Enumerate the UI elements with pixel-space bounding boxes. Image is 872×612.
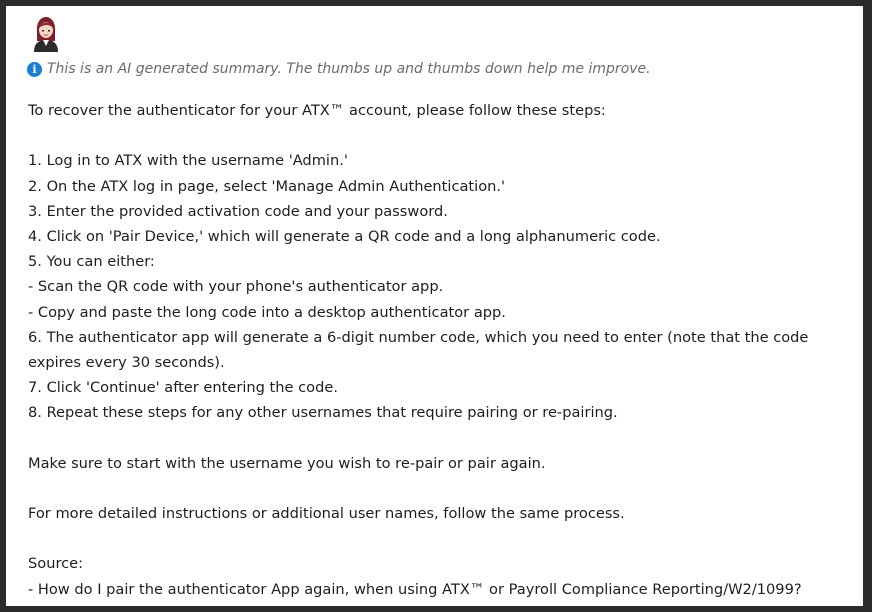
assistant-avatar-icon [28,14,64,52]
chat-message-panel [6,6,863,606]
step-item: 3. Enter the provided activation code and your password. [28,202,448,220]
summary-more: For more detailed instructions or additional user names, follow the same process. [28,505,625,523]
step-item: 8. Repeat these steps for any other usernames that require pairing or re-pairing. [28,404,618,422]
step-item: 7. Click 'Continue' after entering the code. [28,379,338,397]
summary-body [28,98,858,602]
step-item: 5. You can either: [28,253,155,271]
info-icon: i [27,62,42,77]
ai-disclaimer-text: This is an AI generated summary. The thumbs up and thumbs down help me improve. [47,61,651,77]
spacer [28,123,858,148]
step-item: 6. The authenticator app will generate a 6-digit number code, which you need to enter (note that the code expires every 30 seconds). [28,328,809,371]
step-subitem: - Copy and paste the long code into a desktop authenticator app. [28,303,506,321]
source-label: Source: [28,555,84,573]
step-subitem: - Scan the QR code with your phone's authenticator app. [28,278,444,296]
spacer [28,526,858,551]
assistant-avatar [28,14,64,52]
step-item: 1. Log in to ATX with the username 'Admin.' [28,152,348,170]
source-link[interactable]: - How do I pair the authenticator App again, when using ATX™ or Payroll Compliance Reporting/W2/1099? [28,580,802,598]
summary-intro: To recover the authenticator for your ATX™ account, please follow these steps: [28,102,606,119]
summary-note: Make sure to start with the username you wish to re-pair or pair again. [28,454,546,472]
spacer [28,476,858,501]
spacer [28,425,858,450]
step-item: 4. Click on 'Pair Device,' which will generate a QR code and a long alphanumeric code. [28,227,661,245]
step-item: 2. On the ATX log in page, select 'Manage Admin Authentication.' [28,177,506,195]
ai-disclaimer [27,61,651,77]
